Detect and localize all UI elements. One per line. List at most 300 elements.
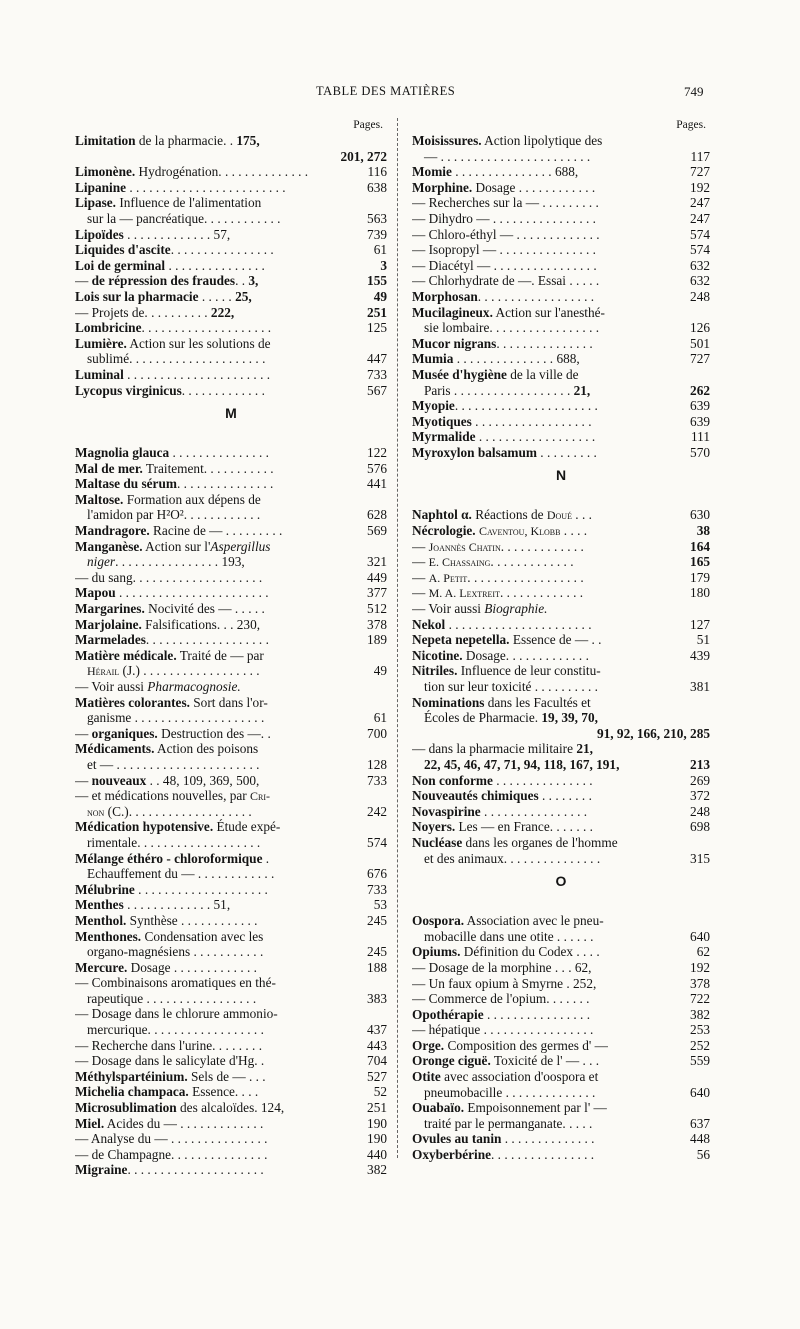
index-entry bbox=[75, 305, 387, 321]
entry-text: Opiums. Définition du Codex . . . . bbox=[412, 944, 600, 960]
entry-page: 527 bbox=[364, 1069, 387, 1085]
entry-page: 38 bbox=[694, 523, 710, 539]
entry-text: Morphine. Dosage . . . . . . . . . . . . bbox=[412, 179, 596, 195]
index-entry bbox=[75, 1069, 387, 1085]
entry-text: Oospora. Association avec le pneu- bbox=[412, 913, 604, 929]
entry-page: 248 bbox=[687, 804, 710, 820]
index-entry bbox=[412, 960, 710, 976]
entry-page: 639 bbox=[687, 414, 710, 430]
entry-page: 61 bbox=[371, 710, 387, 726]
entry-text: Otite avec association d'oospora et bbox=[412, 1069, 599, 1085]
entry-text: Luminal . . . . . . . . . . . . . . . . . . . . . . bbox=[75, 366, 271, 382]
entry-page: 190 bbox=[364, 1131, 387, 1147]
entry-text: Michelia champaca. Essence. . . . bbox=[75, 1084, 259, 1100]
index-entry bbox=[75, 476, 387, 492]
entry-text: Non conforme . . . . . . . . . . . . . . . bbox=[412, 772, 593, 788]
entry-page: 180 bbox=[687, 585, 710, 601]
entry-text: rapeutique . . . . . . . . . . . . . . . . . bbox=[87, 990, 257, 1006]
entry-page: 315 bbox=[687, 851, 710, 867]
index-entry bbox=[412, 242, 710, 258]
index-entry bbox=[75, 695, 387, 711]
entry-text: — Projets de. . . . . . . . . . 222, bbox=[75, 304, 235, 320]
entry-text: — Un faux opium à Smyrne . 252, bbox=[412, 975, 597, 991]
index-entry bbox=[75, 1100, 387, 1116]
index-entry bbox=[412, 1007, 710, 1023]
index-entry bbox=[412, 835, 710, 851]
index-entry bbox=[75, 726, 387, 742]
entry-text: Microsublimation des alcaloïdes. 124, bbox=[75, 1100, 285, 1116]
entry-page: 382 bbox=[687, 1007, 710, 1023]
entry-page: 559 bbox=[687, 1053, 710, 1069]
index-entry bbox=[75, 1162, 387, 1178]
index-entry bbox=[75, 383, 387, 399]
pages-label: Pages. bbox=[676, 119, 706, 131]
entry-page: 372 bbox=[687, 788, 710, 804]
entry-page: 727 bbox=[687, 351, 710, 367]
index-entry bbox=[75, 819, 387, 835]
index-entry bbox=[412, 1022, 710, 1038]
entry-text: — Dihydro — . . . . . . . . . . . . . . . . bbox=[412, 210, 596, 226]
index-entry bbox=[75, 679, 387, 695]
entry-text: Menthes . . . . . . . . . . . . . 51, bbox=[75, 897, 231, 913]
entry-page: 245 bbox=[364, 913, 387, 929]
entry-text: — Recherche dans l'urine. . . . . . . . bbox=[75, 1037, 263, 1053]
index-entry bbox=[412, 1069, 710, 1085]
entry-page: 448 bbox=[687, 1131, 710, 1147]
entry-page: 49 bbox=[371, 663, 387, 679]
running-title: TABLE DES MATIÈRES bbox=[316, 84, 456, 98]
index-entry bbox=[412, 851, 710, 867]
entry-page: 447 bbox=[364, 351, 387, 367]
entry-text: Manganèse. Action sur l'Aspergillus bbox=[75, 538, 271, 554]
index-entry bbox=[75, 133, 387, 149]
index-entry bbox=[412, 383, 710, 399]
entry-text: — Chloro-éthyl — . . . . . . . . . . . . . bbox=[412, 226, 600, 242]
index-entry bbox=[75, 336, 387, 352]
entry-page: 639 bbox=[687, 398, 710, 414]
index-entry bbox=[75, 835, 387, 851]
entry-text: mercurique. . . . . . . . . . . . . . . . . . bbox=[87, 1022, 264, 1038]
index-entry bbox=[412, 133, 710, 149]
index-entry bbox=[412, 227, 710, 243]
entry-page: 704 bbox=[364, 1053, 387, 1069]
entry-text: ganisme . . . . . . . . . . . . . . . . . . . . bbox=[87, 710, 265, 726]
index-entry bbox=[412, 773, 710, 789]
entry-text: Médicaments. Action des poisons bbox=[75, 741, 259, 757]
entry-page: 637 bbox=[687, 1116, 710, 1132]
entry-text: niger. . . . . . . . . . . . . . . . 193, bbox=[87, 554, 245, 570]
index-entry bbox=[75, 601, 387, 617]
entry-text: tion sur leur toxicité . . . . . . . . . . bbox=[424, 679, 598, 694]
entry-text: Matières colorantes. Sort dans l'or- bbox=[75, 694, 268, 710]
entry-text: Oronge ciguë. Toxicité de l' — . . . bbox=[412, 1053, 600, 1069]
entry-text: sublimé. . . . . . . . . . . . . . . . . . . . . bbox=[87, 351, 266, 367]
index-entry bbox=[75, 367, 387, 383]
entry-page: 126 bbox=[687, 320, 710, 336]
index-entry bbox=[75, 180, 387, 196]
entry-text: — Joannès Chatin. . . . . . . . . . . . . bbox=[412, 538, 584, 554]
entry-text: mobacille dans une otite . . . . . . bbox=[424, 928, 594, 944]
entry-page: 251 bbox=[364, 305, 387, 321]
entry-text: Mélubrine . . . . . . . . . . . . . . . . . . . . bbox=[75, 881, 268, 897]
entry-text: Maltose. Formation aux dépens de bbox=[75, 491, 261, 507]
entry-page: 242 bbox=[364, 804, 387, 820]
entry-page: 201, 272 bbox=[337, 149, 387, 165]
index-entry bbox=[75, 929, 387, 945]
entry-text: Mucor nigrans. . . . . . . . . . . . . . . bbox=[412, 335, 593, 351]
entry-text: Lombricine. . . . . . . . . . . . . . . . . . . . bbox=[75, 320, 272, 336]
entry-page: 248 bbox=[687, 289, 710, 305]
index-entry bbox=[75, 773, 387, 789]
entry-page: 61 bbox=[371, 242, 387, 258]
entry-text: Momie . . . . . . . . . . . . . . . 688, bbox=[412, 164, 579, 180]
index-entry bbox=[412, 195, 710, 211]
entry-text: Ovules au tanin . . . . . . . . . . . . . . bbox=[412, 1131, 595, 1147]
entry-text: Moisissures. Action lipolytique des bbox=[412, 133, 603, 148]
index-entries bbox=[75, 133, 387, 1178]
entry-page: 247 bbox=[687, 195, 710, 211]
index-entry bbox=[412, 741, 710, 757]
entry-text: Mucilagineux. Action sur l'anesthé- bbox=[412, 304, 605, 320]
entry-page: 443 bbox=[364, 1038, 387, 1054]
entry-page: 189 bbox=[364, 632, 387, 648]
index-entry bbox=[412, 539, 710, 555]
index-entry bbox=[75, 1022, 387, 1038]
entry-text: Nepeta nepetella. Essence de — . . bbox=[412, 632, 602, 648]
index-entry bbox=[75, 944, 387, 960]
entry-page: 383 bbox=[364, 991, 387, 1007]
entry-page: 252 bbox=[687, 1038, 710, 1054]
index-entry bbox=[412, 273, 710, 289]
entry-text: Nouveautés chimiques . . . . . . . . bbox=[412, 788, 592, 804]
entry-text: Morphosan. . . . . . . . . . . . . . . . . . bbox=[412, 288, 595, 304]
entry-text: — de Champagne. . . . . . . . . . . . . . . bbox=[75, 1146, 268, 1162]
entry-page: 213 bbox=[687, 757, 710, 773]
entry-text: Myopie. . . . . . . . . . . . . . . . . . . . . . bbox=[412, 398, 598, 414]
index-entry bbox=[75, 539, 387, 555]
entry-page: 247 bbox=[687, 211, 710, 227]
entry-text: Echauffement du — . . . . . . . . . . . . bbox=[87, 866, 275, 882]
index-entry bbox=[75, 289, 387, 305]
entry-text: — Dosage de la morphine . . . 62, bbox=[412, 959, 592, 975]
entry-text: Médication hypotensive. Étude expé- bbox=[75, 819, 281, 835]
index-entry bbox=[412, 523, 710, 539]
entry-page: 733 bbox=[364, 773, 387, 789]
index-entry bbox=[75, 1147, 387, 1163]
entry-text: Paris . . . . . . . . . . . . . . . . . . 21, bbox=[424, 382, 591, 398]
entry-text: Musée d'hygiène de la ville de bbox=[412, 366, 579, 382]
entry-text: — nouveaux . . 48, 109, 369, 500, bbox=[75, 772, 260, 788]
entry-text: Myroxylon balsamum . . . . . . . . . bbox=[412, 444, 597, 460]
entry-text: Liquides d'ascite. . . . . . . . . . . . . . . . bbox=[75, 242, 274, 258]
index-entry bbox=[75, 320, 387, 336]
index-column-right bbox=[412, 118, 710, 1163]
index-entry bbox=[75, 554, 387, 570]
entry-text: Maltase du sérum. . . . . . . . . . . . . . . bbox=[75, 476, 274, 492]
entry-text: Mumia . . . . . . . . . . . . . . . 688, bbox=[412, 351, 580, 367]
entry-page: 512 bbox=[364, 601, 387, 617]
entry-text: Hérail (J.) . . . . . . . . . . . . . . . . . . bbox=[87, 663, 260, 679]
index-entry bbox=[75, 632, 387, 648]
entry-text: — de répression des fraudes. . 3, bbox=[75, 273, 259, 289]
entry-page: 722 bbox=[687, 991, 710, 1007]
index-entry bbox=[75, 461, 387, 477]
index-column-left bbox=[75, 118, 387, 1178]
entry-page: 192 bbox=[687, 180, 710, 196]
entry-page: 676 bbox=[364, 866, 387, 882]
index-entry bbox=[75, 445, 387, 461]
entry-text: — du sang. . . . . . . . . . . . . . . . . . . . bbox=[75, 569, 263, 585]
entry-page: 56 bbox=[694, 1147, 710, 1163]
index-entry bbox=[412, 710, 710, 726]
entry-text: Mélange éthéro - chloroformique . bbox=[75, 850, 270, 866]
entry-text: Nekol . . . . . . . . . . . . . . . . . . . . . . bbox=[412, 616, 592, 632]
index-entry bbox=[75, 570, 387, 586]
entry-text: — Chlorhydrate de —. Essai . . . . . bbox=[412, 273, 600, 289]
entry-page: 381 bbox=[687, 679, 710, 695]
entry-page: 378 bbox=[687, 976, 710, 992]
entry-page: 640 bbox=[687, 929, 710, 945]
index-entry bbox=[75, 492, 387, 508]
index-entry bbox=[412, 414, 710, 430]
entry-page: 53 bbox=[371, 897, 387, 913]
entry-text: Lipase. Influence de l'alimentation bbox=[75, 195, 262, 211]
entry-page: 640 bbox=[687, 1085, 710, 1101]
index-entry bbox=[75, 273, 387, 289]
index-entry bbox=[412, 617, 710, 633]
entry-text: Nucléase dans les organes de l'homme bbox=[412, 834, 618, 850]
entry-page: 321 bbox=[364, 554, 387, 570]
index-entry bbox=[75, 897, 387, 913]
entry-text: Myrmalide . . . . . . . . . . . . . . . . . . bbox=[412, 429, 596, 445]
entry-page: 128 bbox=[364, 757, 387, 773]
index-entry bbox=[75, 617, 387, 633]
index-entry bbox=[412, 180, 710, 196]
index-entry bbox=[412, 211, 710, 227]
entry-text: Menthones. Condensation avec les bbox=[75, 928, 264, 944]
entry-page: 501 bbox=[687, 336, 710, 352]
entry-text: Mandragore. Racine de — . . . . . . . . . bbox=[75, 523, 283, 539]
entry-text: — E. Chassaing. . . . . . . . . . . . . bbox=[412, 554, 574, 570]
index-entry bbox=[412, 976, 710, 992]
index-entry bbox=[75, 975, 387, 991]
entry-page: 52 bbox=[371, 1084, 387, 1100]
entry-page: 569 bbox=[364, 523, 387, 539]
index-entry bbox=[75, 507, 387, 523]
index-entry bbox=[412, 632, 710, 648]
entry-text: Myotiques . . . . . . . . . . . . . . . . . . bbox=[412, 413, 592, 429]
index-entry bbox=[412, 1053, 710, 1069]
index-entry bbox=[75, 757, 387, 773]
index-entry bbox=[75, 991, 387, 1007]
index-entry bbox=[75, 227, 387, 243]
index-entry bbox=[412, 913, 710, 929]
entry-text: Nominations dans les Facultés et bbox=[412, 694, 591, 710]
entry-page: 449 bbox=[364, 570, 387, 586]
index-entry bbox=[75, 788, 387, 804]
entry-text: Lipoïdes . . . . . . . . . . . . . 57, bbox=[75, 226, 231, 242]
entry-text: — Dosage dans le salicylate d'Hg. . bbox=[75, 1053, 265, 1069]
entry-page: 117 bbox=[688, 149, 710, 165]
index-entry bbox=[75, 149, 387, 165]
entry-page: 179 bbox=[687, 570, 710, 586]
entry-page: 91, 92, 166, 210, 285 bbox=[594, 726, 710, 742]
entry-page: 630 bbox=[687, 507, 710, 523]
entry-text: Limonène. Hydrogénation. . . . . . . . . . . . . . bbox=[75, 164, 309, 180]
index-entry bbox=[75, 913, 387, 929]
entry-text: — Dosage dans le chlorure ammonio- bbox=[75, 1006, 278, 1022]
entry-text: — et médications nouvelles, par Cri- bbox=[75, 788, 271, 804]
page-header bbox=[0, 84, 800, 104]
entry-page: 576 bbox=[364, 461, 387, 477]
index-entry bbox=[412, 679, 710, 695]
index-entry bbox=[75, 1006, 387, 1022]
entry-text: Mercure. Dosage . . . . . . . . . . . . . bbox=[75, 959, 257, 975]
entry-text: Lumière. Action sur les solutions de bbox=[75, 335, 271, 351]
index-entry bbox=[412, 305, 710, 321]
entry-page: 382 bbox=[364, 1162, 387, 1178]
entry-text: Mal de mer. Traitement. . . . . . . . . . . bbox=[75, 460, 274, 476]
index-entry bbox=[412, 1147, 710, 1163]
entry-text: — Diacétyl — . . . . . . . . . . . . . . . . bbox=[412, 257, 597, 273]
index-entry bbox=[412, 601, 710, 617]
entry-page: 377 bbox=[364, 585, 387, 601]
spacer bbox=[75, 429, 387, 445]
entry-text: — Analyse du — . . . . . . . . . . . . . . . bbox=[75, 1131, 268, 1147]
entry-page: 164 bbox=[687, 539, 710, 555]
entry-text: — A. Petit. . . . . . . . . . . . . . . . . . bbox=[412, 569, 584, 585]
index-entry bbox=[412, 445, 710, 461]
entry-text: et des animaux. . . . . . . . . . . . . . . bbox=[424, 850, 601, 866]
index-entry bbox=[412, 289, 710, 305]
index-entry bbox=[75, 195, 387, 211]
entry-text: — Recherches sur la — . . . . . . . . . bbox=[412, 195, 599, 211]
entry-page: 378 bbox=[364, 617, 387, 633]
entry-text: — Voir aussi Pharmacognosie. bbox=[75, 679, 241, 694]
entry-page: 3 bbox=[377, 258, 387, 274]
entry-text: Nécrologie. Caventou, Klobb . . . . bbox=[412, 523, 588, 539]
entry-text: Nicotine. Dosage. . . . . . . . . . . . . bbox=[412, 647, 589, 663]
entry-page: 192 bbox=[687, 960, 710, 976]
entry-page: 638 bbox=[364, 180, 387, 196]
index-entry bbox=[412, 507, 710, 523]
entry-page: 127 bbox=[687, 617, 710, 633]
spacer bbox=[412, 897, 710, 913]
entry-text: 22, 45, 46, 47, 71, 94, 118, 167, 191, bbox=[424, 756, 620, 772]
entry-text: — . . . . . . . . . . . . . . . . . . . . . . . bbox=[424, 148, 591, 164]
entry-page: 563 bbox=[364, 211, 387, 227]
index-entry bbox=[412, 1085, 710, 1101]
index-entry bbox=[412, 1100, 710, 1116]
entry-page: 739 bbox=[364, 227, 387, 243]
entry-text: et — . . . . . . . . . . . . . . . . . . . . . . bbox=[87, 756, 260, 772]
entry-page: 700 bbox=[364, 726, 387, 742]
index-entry bbox=[412, 258, 710, 274]
entry-text: Opothérapie . . . . . . . . . . . . . . . . bbox=[412, 1006, 591, 1022]
entry-page: 51 bbox=[694, 632, 710, 648]
entry-text: Margarines. Nocivité des — . . . . . bbox=[75, 601, 265, 617]
index-entry bbox=[412, 695, 710, 711]
entry-text: Mapou . . . . . . . . . . . . . . . . . . . . . . . bbox=[75, 585, 269, 601]
entry-text: Magnolia glauca . . . . . . . . . . . . . . . bbox=[75, 445, 269, 461]
entry-page: 116 bbox=[365, 164, 387, 180]
entry-page: 570 bbox=[687, 445, 710, 461]
entry-text: Lois sur la pharmacie . . . . . 25, bbox=[75, 288, 252, 304]
index-entry bbox=[412, 804, 710, 820]
index-entry bbox=[75, 523, 387, 539]
index-entry bbox=[412, 336, 710, 352]
index-entry bbox=[412, 788, 710, 804]
entry-text: — Commerce de l'opium. . . . . . . bbox=[412, 991, 590, 1007]
entry-text: — Isopropyl — . . . . . . . . . . . . . . . bbox=[412, 242, 596, 258]
index-entry bbox=[412, 570, 710, 586]
index-entry bbox=[412, 726, 710, 742]
entry-text: Ouabaïo. Empoisonnement par l' — bbox=[412, 1100, 607, 1116]
index-entries bbox=[412, 133, 710, 1163]
index-entry bbox=[75, 1131, 387, 1147]
index-entry bbox=[75, 1053, 387, 1069]
entry-page: 574 bbox=[364, 835, 387, 851]
entry-text: sie lombaire. . . . . . . . . . . . . . . . . bbox=[424, 320, 600, 336]
entry-page: 441 bbox=[364, 476, 387, 492]
index-entry bbox=[75, 741, 387, 757]
index-entry bbox=[75, 258, 387, 274]
entry-text: Menthol. Synthèse . . . . . . . . . . . . bbox=[75, 912, 258, 928]
entry-text: sur la — pancréatique. . . . . . . . . . . . bbox=[87, 210, 281, 226]
entry-text: l'amidon par H²O². . . . . . . . . . . . bbox=[87, 507, 261, 523]
entry-page: 125 bbox=[364, 320, 387, 336]
index-entry bbox=[412, 663, 710, 679]
index-entry bbox=[412, 1131, 710, 1147]
entry-text: Nitriles. Influence de leur constitu- bbox=[412, 663, 601, 679]
entry-page: 574 bbox=[687, 227, 710, 243]
column-divider bbox=[397, 118, 398, 1158]
entry-text: — Voir aussi Biographie. bbox=[412, 601, 548, 617]
entry-text: Oxyberbérine. . . . . . . . . . . . . . . . bbox=[412, 1147, 595, 1163]
entry-page: 122 bbox=[364, 445, 387, 461]
entry-page: 245 bbox=[364, 944, 387, 960]
entry-page: 111 bbox=[688, 429, 710, 445]
section-letter: M bbox=[225, 405, 237, 422]
section-letter: O bbox=[555, 873, 567, 890]
entry-page: 253 bbox=[687, 1022, 710, 1038]
entry-page: 165 bbox=[687, 554, 710, 570]
entry-text: pneumobacille . . . . . . . . . . . . . . bbox=[424, 1084, 596, 1100]
index-entry bbox=[75, 648, 387, 664]
index-entry bbox=[75, 585, 387, 601]
entry-text: organo-magnésiens . . . . . . . . . . . bbox=[87, 944, 264, 960]
entry-text: Matière médicale. Traité de — par bbox=[75, 647, 264, 663]
entry-page: 269 bbox=[687, 773, 710, 789]
index-entry bbox=[412, 554, 710, 570]
index-entry bbox=[412, 149, 710, 165]
index-entry bbox=[75, 804, 387, 820]
index-entry bbox=[412, 585, 710, 601]
entry-page: 733 bbox=[364, 882, 387, 898]
index-entry bbox=[75, 242, 387, 258]
entry-text: — organiques. Destruction des —. . bbox=[75, 725, 271, 741]
index-entry bbox=[75, 663, 387, 679]
index-entry bbox=[412, 648, 710, 664]
entry-text: Marjolaine. Falsifications. . . 230, bbox=[75, 616, 261, 632]
index-entry bbox=[75, 1038, 387, 1054]
entry-page: 632 bbox=[687, 273, 710, 289]
entry-page: 251 bbox=[364, 1100, 387, 1116]
index-entry bbox=[75, 211, 387, 227]
pages-label: Pages. bbox=[353, 119, 383, 131]
index-entry bbox=[75, 882, 387, 898]
index-entry bbox=[412, 819, 710, 835]
